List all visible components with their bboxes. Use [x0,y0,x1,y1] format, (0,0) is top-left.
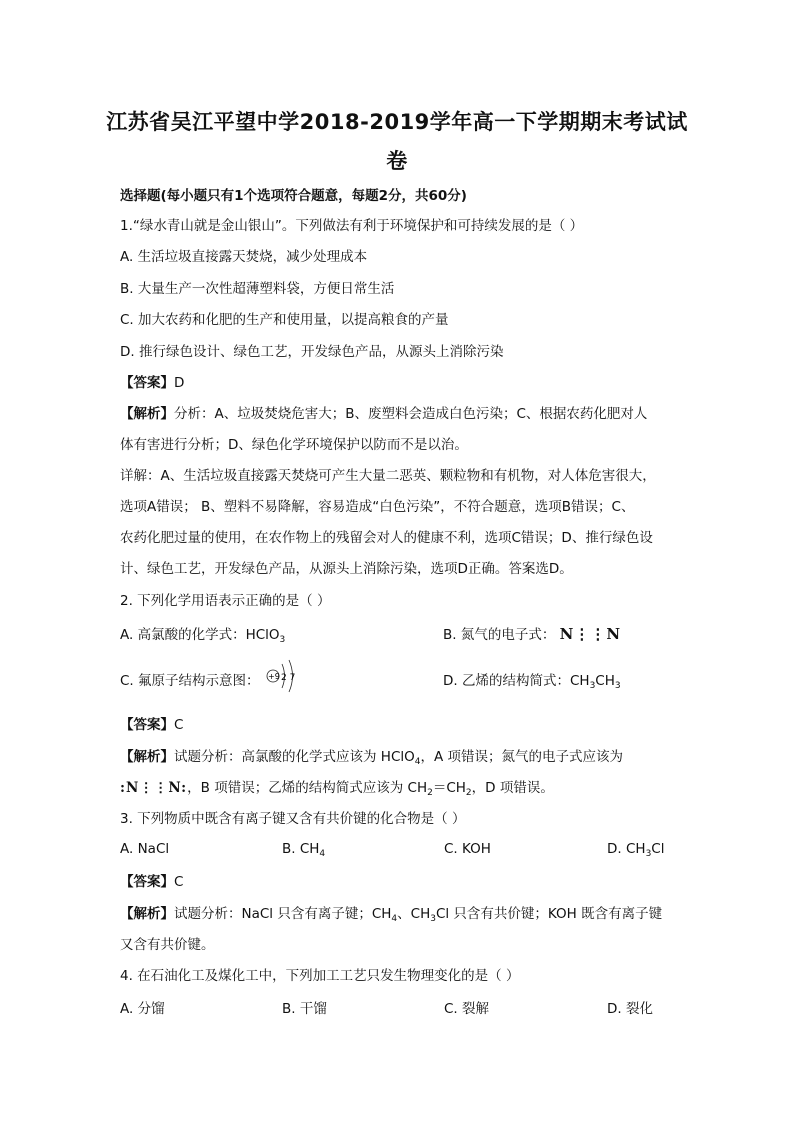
analysis-text: 试题分析：NaCl 只含有离子键；CH [174,906,392,922]
section-heading: 选择题(每小题只有1个选项符合题意，每题2分，共60分) [120,188,467,204]
answer-label: 【答案】 [120,717,174,733]
analysis-label: 【解析】 [120,749,174,765]
analysis-text: 试题分析：高氯酸的化学式应该为 HClO [174,749,415,765]
question-1-option-a: A. 生活垃圾直接露天焚烧，减少处理成本 [120,249,368,265]
question-3-option-b [282,841,325,859]
question-3-analysis-line-1 [120,904,700,929]
question-2-option-c [120,669,260,689]
option-d-text: D. 乙烯的结构简式：CH [443,673,590,689]
analysis-text: ，A 项错误；氮气的电子式应该为 [420,749,624,765]
question-2-analysis-line-2 [120,778,700,803]
answer-label: 【答案】 [120,375,174,391]
fluorine-atom-diagram [263,656,309,696]
question-3-answer [120,872,700,892]
subscript: 4 [391,914,398,924]
subscript: 3 [279,635,286,645]
analysis-text: 、CH [397,906,431,922]
electron-formula: N⋮⋮N [559,625,622,643]
analysis-text: ＝CH [432,780,466,796]
question-4-option-c: C. 裂解 [444,1001,490,1017]
question-1-detail-line-2: 选项A错误； B、塑料不易降解，容易造成“白色污染”，不符合题意，选项B错误；C、 [120,499,635,515]
question-2-option-d [443,669,621,691]
option-b-text: B. CH [282,841,320,857]
question-1-detail-line-1: 详解：A、生活垃圾直接露天焚烧可产生大量二恶英、颗粒物和有机物，对人体危害很大， [120,468,656,484]
question-1-option-c: C. 加大农药和化肥的生产和使用量，以提高粮食的产量 [120,312,449,328]
question-1-detail-line-3: 农药化肥过量的使用，在农作物上的残留会对人的健康不利，选项C错误；D、推行绿色设 [120,530,653,546]
answer-value: C [174,874,184,890]
analysis-text: ，B 项错误；乙烯的结构简式应该为 CH [187,780,428,796]
answer-value: D [174,375,185,391]
subscript: 2 [465,788,472,798]
subscript: 3 [430,914,436,924]
question-2-option-a [120,623,285,645]
nucleus-label: +9 [268,672,280,681]
question-3-option-a: A. NaCl [120,841,170,857]
analysis-label: 【解析】 [120,406,174,422]
question-3-analysis-line-2: 又含有共价键。 [120,937,215,953]
shell-electrons: 2 7 [281,673,296,683]
analysis-text: 分析：A、垃圾焚烧危害大；B、废塑料会造成白色污染；C、根据农药化肥对人 [174,406,648,422]
question-2-answer [120,715,700,735]
question-1-analysis-line-2: 体有害进行分析；D、绿色化学环境保护以防而不是以治。 [120,437,468,453]
question-2-option-b [443,623,621,643]
analysis-text: Cl 只含有共价键；KOH 既含有离子键 [435,906,663,922]
page-title: 江苏省吴江平望中学2018-2019学年高一下学期期末考试试 [106,110,688,134]
subscript: 3 [614,681,621,691]
option-a-text: A. 高氯酸的化学式：HClO [120,627,280,643]
answer-label: 【答案】 [120,874,174,890]
option-c-text: C. 氟原子结构示意图： [120,673,260,689]
question-3-option-c: C. KOH [444,841,491,857]
question-1-option-b: B. 大量生产一次性超薄塑料袋，方便日常生活 [120,281,395,297]
question-1-stem: 1.“绿水青山就是金山银山”。下列做法有利于环境保护和可持续发展的是（ ） [120,218,584,234]
subscript: 4 [414,757,421,767]
question-4-option-b: B. 干馏 [282,1001,327,1017]
page-title-continued: 卷 [386,149,408,173]
question-4-stem: 4. 在石油化工及煤化工中，下列加工工艺只发生物理变化的是（ ） [120,968,520,984]
question-1-option-d: D. 推行绿色设计、绿色工艺，开发绿色产品，从源头上消除污染 [120,344,504,360]
question-4-option-a: A. 分馏 [120,1001,165,1017]
answer-value: C [174,717,184,733]
option-d-mid: CH [595,673,615,689]
analysis-text: ，D 项错误。 [471,780,554,796]
electron-formula: :N⋮⋮N: [120,780,188,796]
question-2-stem: 2. 下列化学用语表示正确的是（ ） [120,593,331,609]
question-1-analysis-line-1 [120,404,700,424]
subscript: 2 [427,788,433,798]
question-1-detail-line-4: 计、绿色工艺，开发绿色产品，从源头上消除污染，选项D正确。答案选D。 [120,561,573,577]
option-d-text: D. CH [607,841,646,857]
question-2-analysis-line-1 [120,747,700,772]
option-b-text: B. 氮气的电子式： [443,627,556,643]
question-3-option-d [607,841,664,859]
question-4-option-d: D. 裂化 [607,1001,653,1017]
option-d-tail: Cl [651,841,665,857]
subscript: 3 [589,681,596,691]
subscript: 4 [319,849,326,859]
question-1-answer [120,373,700,393]
subscript: 3 [645,849,652,859]
analysis-label: 【解析】 [120,906,174,922]
question-3-stem: 3. 下列物质中既含有离子键又含有共价键的化合物是（ ） [120,811,466,827]
